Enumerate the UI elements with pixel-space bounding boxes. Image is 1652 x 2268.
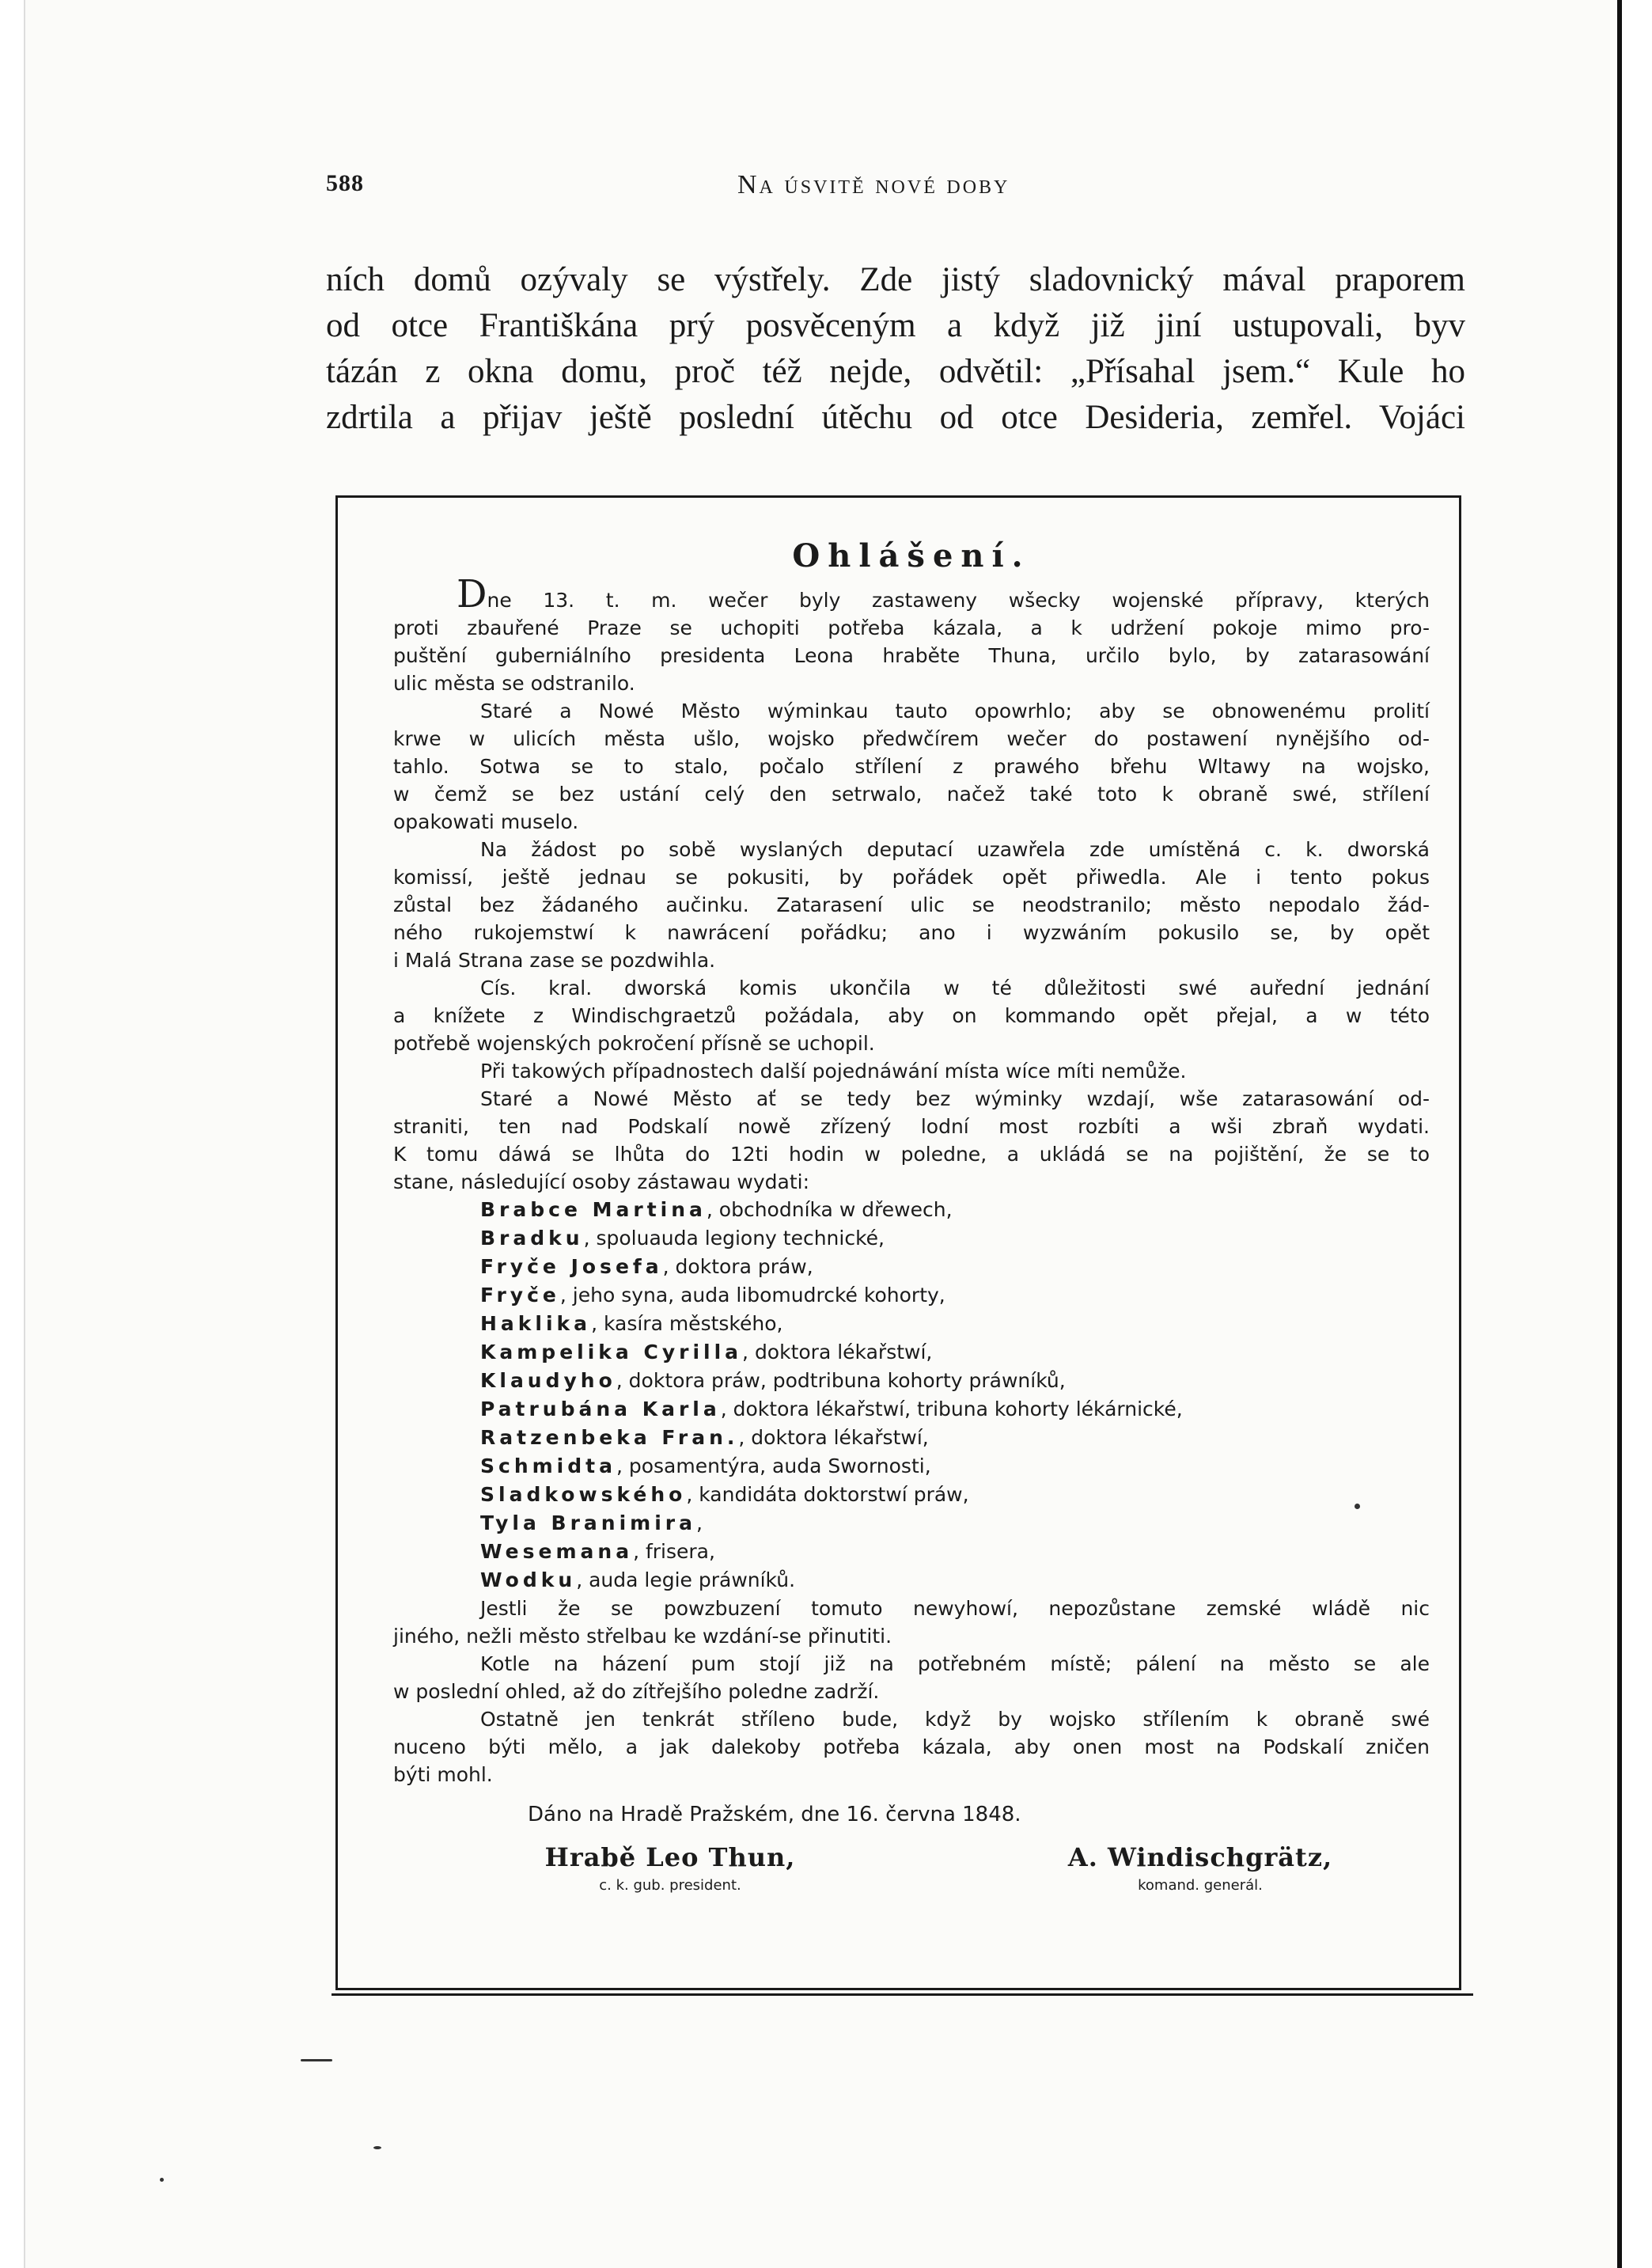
scan-speck — [373, 2146, 381, 2149]
person-name: Schmidta — [480, 1454, 616, 1477]
paragraph-line: Staré a Nowé Město wýminkau tauto opowrhlo; aby se obnowenému prolití — [480, 700, 1430, 722]
paragraph-line: nuceno býti mělo, a jak dalekoby potřeba kázala, aby onen most na Podskalí zničen — [393, 1735, 1430, 1758]
person-description: , posamentýra, auda Swornosti, — [616, 1454, 931, 1477]
person-name: Haklika — [480, 1312, 592, 1335]
paragraph-line: Ostatně jen tenkrát stříleno bude, když by wojsko střílením k obraně swé — [480, 1708, 1430, 1731]
signatory-role: c. k. gub. president. — [599, 1877, 741, 1894]
person-description: , — [695, 1511, 703, 1534]
list-item — [480, 1196, 1430, 1224]
paragraph-line: ne 13. t. m. wečer byly zastaweny wšecky wojenské přípravy, kterých — [487, 589, 1430, 612]
paragraph-line: w čemž se bez ustání celý den setrwalo, načež také toto k obraně swé, střílení — [393, 783, 1430, 806]
proclamation-box — [335, 495, 1461, 1990]
paragraph-line: puštění guberniálního presidenta Leona hraběte Thuna, určilo bylo, by zatarasowání — [393, 644, 1430, 667]
list-item — [480, 1424, 1430, 1452]
signatures — [393, 1842, 1430, 1913]
paragraph-line: ného rukojemstwí k nawrácení pořádku; ano i wyzwáním pokusilo se, by opět — [393, 921, 1430, 944]
proclamation-paragraph — [393, 974, 1430, 1057]
paragraph-line: tahlo. Sotwa se to stalo, počalo střílení z prawého břehu Wltawy na wojsko, — [393, 755, 1430, 778]
person-description: , doktora práw, podtribuna kohorty práwníků, — [616, 1369, 1066, 1392]
person-description: , doktora lékařstwí, — [738, 1426, 929, 1449]
signature-thun — [512, 1842, 828, 1894]
person-description: , obchodníka w dřewech, — [706, 1198, 953, 1221]
paragraph-line: straniti, ten nad Podskalí nowě zřízený lodní most rozbíti a wši zbraň wydati. — [393, 1115, 1430, 1138]
paragraph-line: krwe w ulicích města ušlo, wojsko předwčírem wečer do postawení nynějšího od- — [393, 727, 1430, 750]
person-description: , kasíra městského, — [591, 1312, 783, 1335]
person-name: Bradku — [480, 1227, 584, 1250]
paragraph-line: zůstal bez žádaného aučinku. Zatarasení ulic se neodstranilo; město nepodalo žád- — [393, 893, 1430, 916]
person-name: Brabce Martina — [480, 1198, 707, 1221]
body-line: ních domů ozývaly se výstřely. Zde jistý sladovnický mával praporem — [326, 261, 1465, 298]
list-item — [480, 1253, 1430, 1281]
proclamation-title: Ohlášení. — [792, 537, 1031, 575]
paragraph-line: Cís. kral. dworská komis ukončila w té důležitosti swé auřední jednání — [480, 977, 1430, 999]
drop-cap: D — [457, 572, 487, 616]
person-name: Sladkowského — [480, 1483, 687, 1506]
person-description: , doktora práw, — [662, 1255, 813, 1278]
proclamation-paragraph — [393, 572, 1430, 697]
hostage-list — [393, 1196, 1430, 1595]
body-text — [326, 257, 1465, 441]
signatory-name: A. Windischgrätz, — [1067, 1842, 1333, 1872]
person-name: Kampelika Cyrilla — [480, 1341, 743, 1363]
person-name: Wesemana — [480, 1540, 634, 1563]
person-name: Klaudyho — [480, 1369, 616, 1392]
paragraph-line: K tomu dáwá se lhůta do 12ti hodin w poledne, a ukládá se na pojištění, že se to — [393, 1143, 1430, 1166]
proclamation-paragraph — [393, 1705, 1430, 1788]
list-item — [480, 1509, 1430, 1538]
paragraph-line: stane, následující osoby zástawau wydati: — [393, 1170, 810, 1193]
body-line: od otce Františkána prý posvěceným a když již jiní ustupovali, byv — [326, 307, 1465, 344]
person-description: , jeho syna, auda libomudrcké kohorty, — [559, 1284, 945, 1307]
person-description: , frisera, — [633, 1540, 715, 1563]
paragraph-line: Při takowých případnostech další pojednáwání místa wíce míti nemůže. — [480, 1060, 1187, 1083]
list-item — [480, 1395, 1430, 1424]
paragraph-line: proti zbauřené Praze se uchopiti potřeba kázala, a k udržení pokoje mimo pro- — [393, 616, 1430, 639]
paragraph-line: Na žádost po sobě wyslaných deputací uzawřela zde umístěná c. k. dworská — [480, 838, 1430, 861]
person-name: Patrubána Karla — [480, 1398, 721, 1420]
paragraph-line: býti mohl. — [393, 1763, 493, 1786]
page-number: 588 — [326, 170, 364, 196]
person-description: , spoluauda legiony technické, — [583, 1227, 885, 1250]
list-item — [480, 1566, 1430, 1595]
list-item — [480, 1338, 1430, 1367]
date-line: Dáno na Hradě Pražském, dne 16. června 1848. — [528, 1803, 1021, 1826]
paragraph-line: a knížete z Windischgraetzů požádala, aby on kommando opět přejal, a w této — [393, 1004, 1430, 1027]
body-line: tázán z okna domu, proč též nejde, odvětil: „Přísahal jsem.“ Kule ho — [326, 353, 1465, 390]
paragraph-line: opakowati muselo. — [393, 810, 579, 833]
person-name: Tyla Branimira — [480, 1511, 696, 1534]
signature-windischgratz — [1042, 1842, 1358, 1894]
signatory-role: komand. generál. — [1138, 1877, 1263, 1894]
paragraph-line: Jestli že se powzbuzení tomuto newyhowí, nepozůstane zemské wládě nic — [480, 1597, 1430, 1620]
paragraph-line: ulic města se odstranilo. — [393, 672, 635, 695]
paragraph-line: Staré a Nowé Město ať se tedy bez wýminky wzdají, wše zatarasowání od- — [480, 1087, 1430, 1110]
paragraph-line: Kotle na házení pum stojí již na potřebném místě; pálení na město se ale — [480, 1652, 1430, 1675]
person-name: Ratzenbeka Fran. — [480, 1426, 739, 1449]
proclamation-paragraph — [393, 1085, 1430, 1196]
paragraph-line: i Malá Strana zase se pozdwihla. — [393, 949, 716, 972]
paragraph-line: potřebě wojenských pokročení přísně se uchopil. — [393, 1032, 875, 1055]
person-description: , doktora lékařstwí, — [742, 1341, 933, 1363]
person-name: Wodku — [480, 1568, 577, 1591]
proclamation-paragraph — [393, 1595, 1430, 1650]
person-name: Fryče Josefa — [480, 1255, 663, 1278]
list-item — [480, 1224, 1430, 1253]
proclamation-paragraph — [393, 697, 1430, 836]
scanned-page — [24, 0, 1622, 2268]
signatory-name: Hrabě Leo Thun, — [544, 1842, 796, 1872]
list-item — [480, 1452, 1430, 1481]
list-item — [480, 1538, 1430, 1566]
proclamation-paragraph — [393, 1650, 1430, 1705]
running-title: Na úsvitě nové doby — [737, 170, 1010, 199]
list-item — [480, 1281, 1430, 1310]
person-description: , kandidáta doktorstwí práw, — [686, 1483, 969, 1506]
scan-speck — [301, 2059, 332, 2061]
person-description: , auda legie práwníků. — [576, 1568, 796, 1591]
person-name: Fryče — [480, 1284, 560, 1307]
paragraph-line: jiného, nežli město střelbau ke wzdání-se přinutiti. — [393, 1625, 892, 1648]
proclamation-paragraph — [393, 1057, 1430, 1085]
list-item — [480, 1310, 1430, 1338]
proclamation-paragraph — [393, 836, 1430, 974]
scan-speck — [160, 2178, 164, 2182]
person-description: , doktora lékařstwí, tribuna kohorty lékárnické, — [720, 1398, 1183, 1420]
paragraph-line: komissí, ještě jednau se pokusiti, by pořádek opět přiwedla. Ale i tento pokus — [393, 866, 1430, 889]
body-line: zdrtila a přijav ještě poslední útěchu od otce Desideria, zemřel. Vojáci — [326, 399, 1465, 436]
proclamation-content — [393, 537, 1430, 1913]
paragraph-line: w poslední ohled, až do zítřejšího poledne zadrží. — [393, 1680, 880, 1703]
scan-speck — [1355, 1504, 1360, 1509]
list-item — [480, 1481, 1430, 1509]
list-item — [480, 1367, 1430, 1395]
